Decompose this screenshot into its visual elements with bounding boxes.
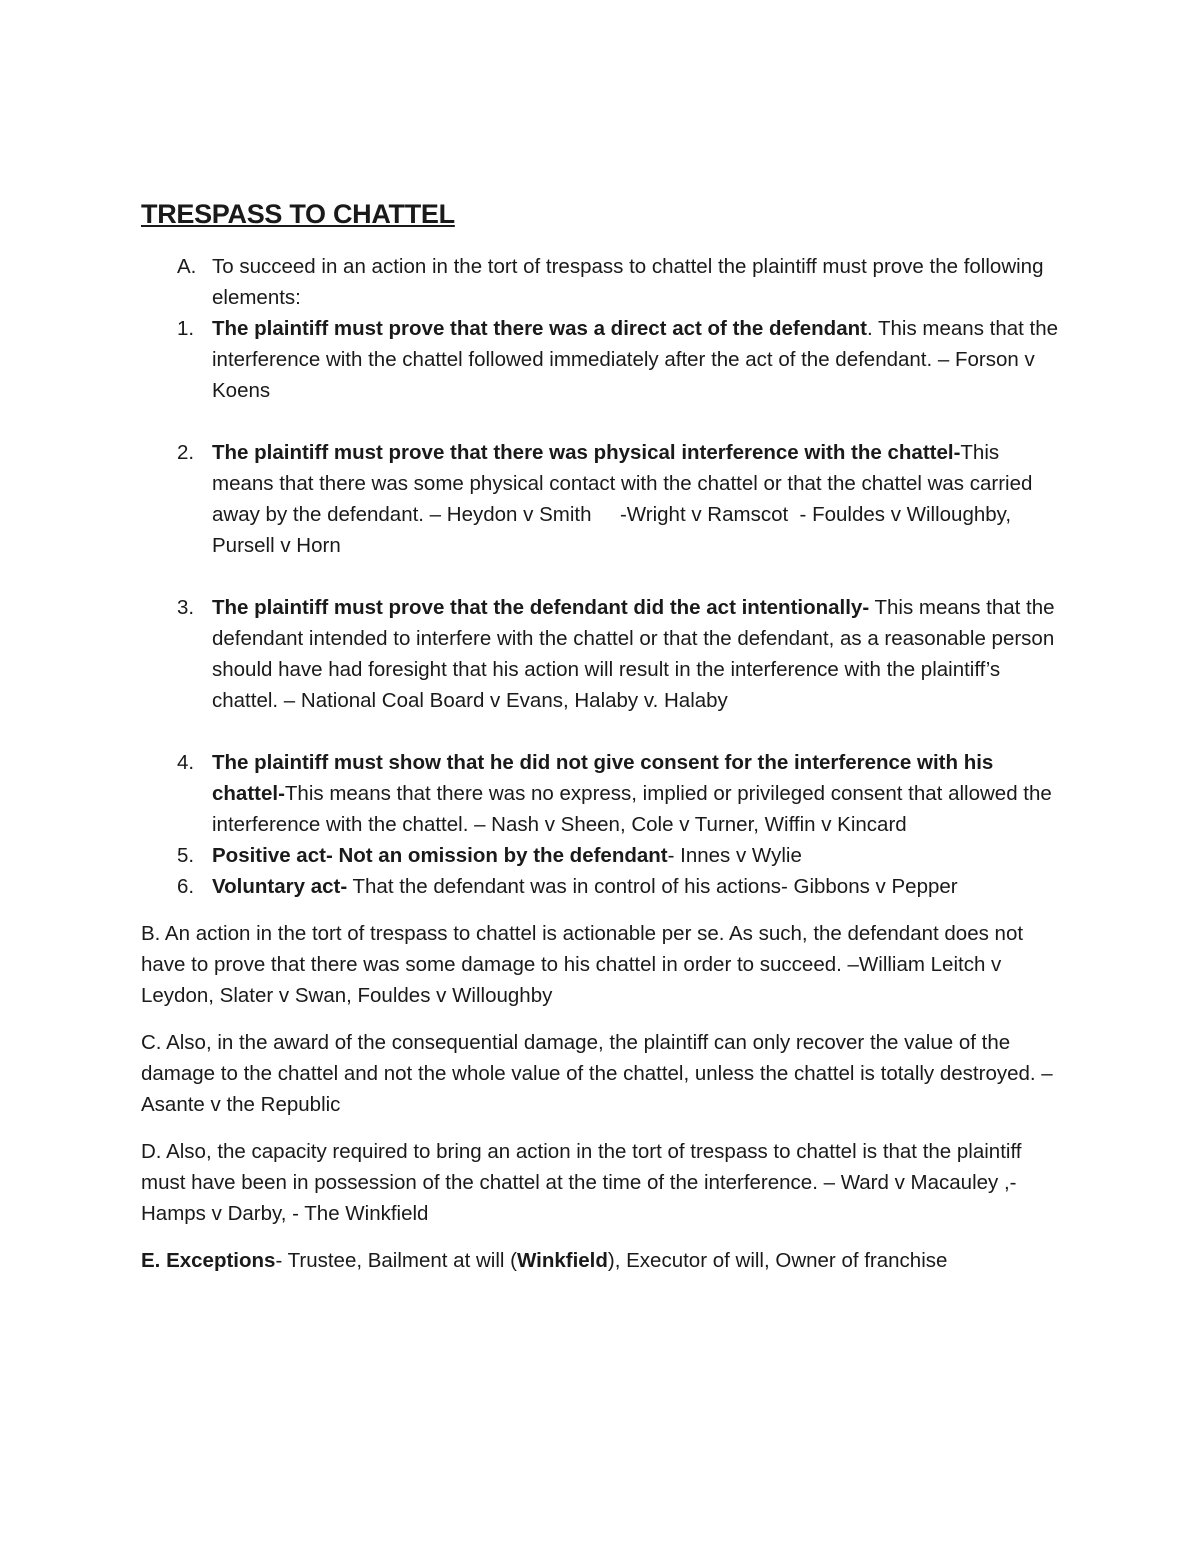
element-heading: Voluntary act- [212, 875, 348, 898]
list-marker: 6. [177, 875, 195, 898]
exceptions-text: - Trustee, Bailment at will ( [275, 1249, 517, 1272]
list-item-a [141, 251, 1061, 313]
list-item-6 [141, 871, 1061, 902]
element-heading: Positive act- Not an omission by the defendant [212, 844, 668, 867]
paragraph-d: D. Also, the capacity required to bring an action in the tort of trespass to chattel is that the plaintiff must have been in possession of the chattel at the time of the interference. – Ward v Macauley ,-Hamps v Darby, - The Winkfield [141, 1140, 1022, 1225]
paragraph-c: C. Also, in the award of the consequential damage, the plaintiff can only recover the value of the damage to the chattel and not the whole value of the chattel, unless the chattel is totally destroyed. –Asante v the Republic [141, 1031, 1053, 1116]
page-title: TRESPASS TO CHATTEL [141, 199, 455, 229]
element-text: This means that there was some physical contact with the chattel or that the chattel was carried away by the defendant. – Heydon v Smith -Wright v Ramscot - Fouldes v Willoughby, Pursell v Horn [212, 441, 1039, 557]
element-heading: The plaintiff must prove that there was a direct act of the defendant [212, 317, 867, 340]
list-item-5 [141, 840, 1061, 871]
list-item-1 [141, 313, 1061, 406]
paragraph-e-prefix: E. [141, 1249, 167, 1272]
element-heading: The plaintiff must prove that there was physical interference with the chattel- [212, 441, 961, 464]
list-marker: 3. [177, 596, 195, 619]
list-marker: 5. [177, 844, 195, 867]
list-item-2 [141, 437, 1061, 561]
list-marker: A. [177, 255, 197, 278]
list-marker: 1. [177, 317, 195, 340]
list-marker: 2. [177, 441, 195, 464]
element-text: - Innes v Wylie [667, 844, 802, 867]
element-heading: The plaintiff must show that he did not give consent for the interference with his chattel- [212, 751, 994, 805]
list-text: To succeed in an action in the tort of trespass to chattel the plaintiff must prove the following elements: [212, 255, 1044, 309]
element-text: . This means that the interference with the chattel followed immediately after the act of the defendant. – Forson v Koens [212, 317, 1059, 402]
element-text: This means that the defendant intended to interfere with the chattel or that the defendant, as a reasonable person should have had foresight that his action will result in the interference with the plaintiff’s chattel. – National Coal Board v Evans, Halaby v. Halaby [212, 596, 1055, 712]
exceptions-text-end: ), Executor of will, Owner of franchise [607, 1249, 948, 1272]
element-text: That the defendant was in control of his actions- Gibbons v Pepper [347, 875, 958, 898]
list-item-4 [141, 747, 1061, 840]
element-text: This means that there was no express, implied or privileged consent that allowed the interference with the chattel. – Nash v Sheen, Cole v Turner, Wiffin v Kincard [212, 782, 1052, 836]
document-body [141, 196, 1061, 1276]
list-item-3 [141, 592, 1061, 716]
paragraph-b: B. An action in the tort of trespass to chattel is actionable per se. As such, the defendant does not have to prove that there was some damage to his chattel in order to succeed. –William Leitch v Leydon, Slater v Swan, Fouldes v Willoughby [141, 922, 1024, 1007]
exceptions-heading: Exceptions [166, 1249, 276, 1272]
paragraph-e [141, 1245, 1061, 1276]
winkfield-case: Winkfield [516, 1249, 608, 1272]
list-marker: 4. [177, 751, 195, 774]
element-heading: The plaintiff must prove that the defendant did the act intentionally- [212, 596, 870, 619]
